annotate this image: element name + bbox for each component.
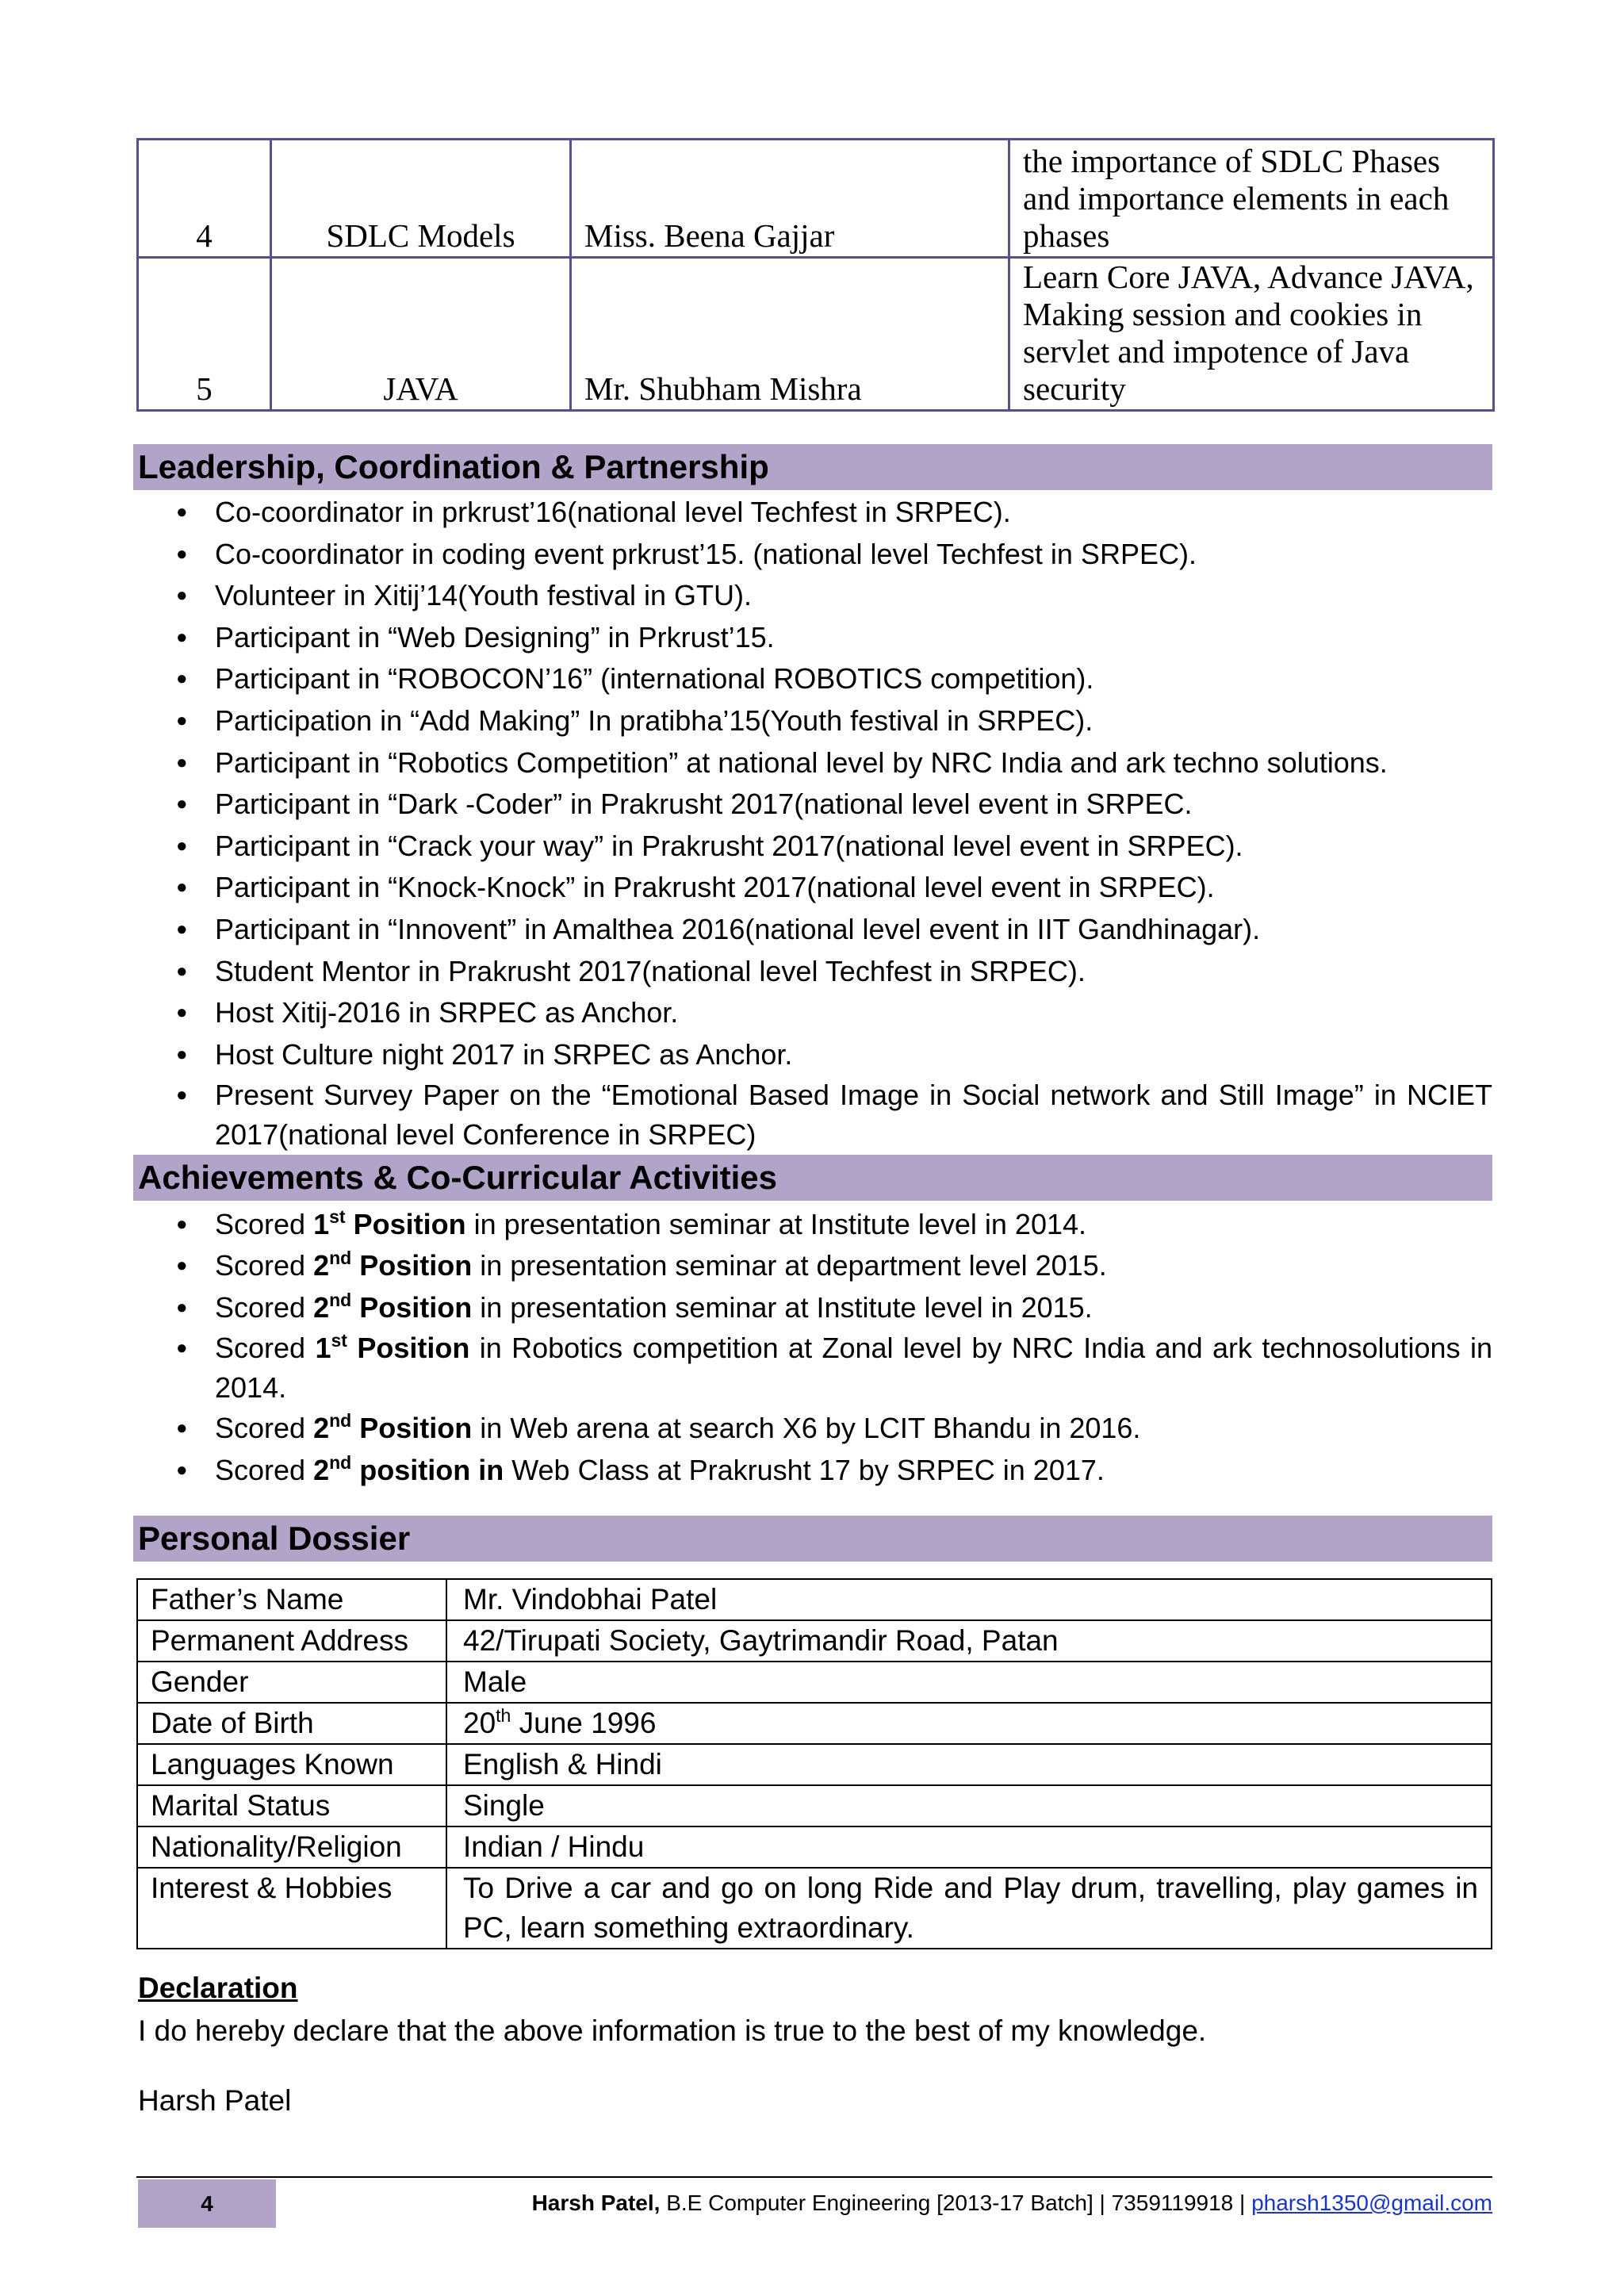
training-trainer: Miss. Beena Gajjar [571,140,1009,258]
training-table [136,138,1495,412]
dossier-label: Gender [137,1662,446,1703]
table-row [137,1868,1492,1949]
dossier-label: Interest & Hobbies [137,1868,446,1949]
list-item: ● Scored 1st Position in presentation seminar at Institute level in 2014. [173,1204,1492,1245]
table-row [137,1744,1492,1785]
list-item: ● Participant in “ROBOCON’16” (international ROBOTICS competition). [173,658,1492,700]
table-row [137,1620,1492,1662]
list-item: ● Student Mentor in Prakrusht 2017(national level Techfest in SRPEC). [173,951,1492,993]
list-item: ● Volunteer in Xitij’14(Youth festival in GTU). [173,575,1492,617]
dossier-value: Single [446,1785,1492,1826]
training-description: Learn Core JAVA, Advance JAVA, Making session and cookies in servlet and impotence of Java security [1009,258,1494,411]
footer-divider [136,2176,1492,2178]
dossier-value: Mr. Vindobhai Patel [446,1579,1492,1620]
dossier-label: Permanent Address [137,1620,446,1662]
page-number: 4 [138,2179,276,2228]
dossier-value: 20th June 1996 [446,1703,1492,1744]
table-row [137,1703,1492,1744]
dossier-heading: Personal Dossier [133,1516,1492,1562]
dossier-label: Languages Known [137,1744,446,1785]
training-no: 5 [138,258,271,411]
list-item: ● Scored 1st Position in Robotics competition at Zonal level by NRC India and ark technosolutions in 2014. [173,1328,1492,1408]
list-item: ● Host Xitij-2016 in SRPEC as Anchor. [173,992,1492,1034]
list-item: ● Participant in “Crack your way” in Prakrusht 2017(national level event in SRPEC). [173,826,1492,868]
list-item: ● Scored 2nd Position in presentation seminar at Institute level in 2015. [173,1287,1492,1328]
declaration-heading: Declaration [138,1972,298,2004]
list-item: ● Participation in “Add Making” In pratibha’15(Youth festival in SRPEC). [173,700,1492,742]
list-item: ● Participant in “Web Designing” in Prkrust’15. [173,617,1492,659]
list-item: ● Participant in “Dark -Coder” in Prakrusht 2017(national level event in SRPEC. [173,784,1492,826]
training-description: the importance of SDLC Phases and importance elements in each phases [1009,140,1494,258]
list-item: ● Co-coordinator in prkrust’16(national level Techfest in SRPEC). [173,492,1492,534]
footer-info [532,2190,1492,2217]
table-row [137,1579,1492,1620]
footer-name: Harsh Patel, [531,2191,661,2215]
leadership-heading: Leadership, Coordination & Partnership [133,444,1492,490]
achievements-heading: Achievements & Co-Curricular Activities [133,1155,1492,1201]
table-row [137,1785,1492,1826]
declaration-text: I do hereby declare that the above information is true to the best of my knowledge. [138,2014,1207,2047]
dossier-table [136,1578,1492,1949]
training-topic: SDLC Models [271,140,571,258]
training-trainer: Mr. Shubham Mishra [571,258,1009,411]
list-item: ● Present Survey Paper on the “Emotional Based Image in Social network and Still Image” in NCIET 2017(national level Conference in SRPEC) [173,1075,1492,1155]
signature-name: Harsh Patel [138,2084,292,2117]
dossier-value: Indian / Hindu [446,1826,1492,1868]
list-item: ● Scored 2nd Position in Web arena at search X6 by LCIT Bhandu in 2016. [173,1408,1492,1449]
dossier-value: Male [446,1662,1492,1703]
table-row [137,1826,1492,1868]
list-item: ● Host Culture night 2017 in SRPEC as Anchor. [173,1034,1492,1076]
achievements-list [173,1204,1492,1491]
dossier-label: Marital Status [137,1785,446,1826]
dossier-label: Date of Birth [137,1703,446,1744]
list-item: ● Participant in “Robotics Competition” at national level by NRC India and ark techno solutions. [173,742,1492,784]
dossier-value: English & Hindi [446,1744,1492,1785]
dossier-value: 42/Tirupati Society, Gaytrimandir Road, Patan [446,1620,1492,1662]
footer-email-link[interactable]: pharsh1350@gmail.com [1251,2191,1492,2215]
dossier-label: Father’s Name [137,1579,446,1620]
table-row [138,258,1494,411]
dossier-value: To Drive a car and go on long Ride and Play drum, travelling, play games in PC, learn something extraordinary. [446,1868,1492,1949]
table-row [138,140,1494,258]
leadership-list [173,492,1492,1155]
list-item: ● Co-coordinator in coding event prkrust’15. (national level Techfest in SRPEC). [173,534,1492,576]
list-item: ● Participant in “Innovent” in Amalthea 2016(national level event in IIT Gandhinagar). [173,909,1492,951]
table-row [137,1662,1492,1703]
footer-details: B.E Computer Engineering [2013-17 Batch] | 7359119918 | [660,2191,1252,2215]
list-item: ● Scored 2nd Position in presentation seminar at department level 2015. [173,1245,1492,1286]
dossier-label: Nationality/Religion [137,1826,446,1868]
list-item: ● Scored 2nd position in Web Class at Prakrusht 17 by SRPEC in 2017. [173,1450,1492,1491]
list-item: ● Participant in “Knock-Knock” in Prakrusht 2017(national level event in SRPEC). [173,867,1492,909]
training-no: 4 [138,140,271,258]
training-topic: JAVA [271,258,571,411]
